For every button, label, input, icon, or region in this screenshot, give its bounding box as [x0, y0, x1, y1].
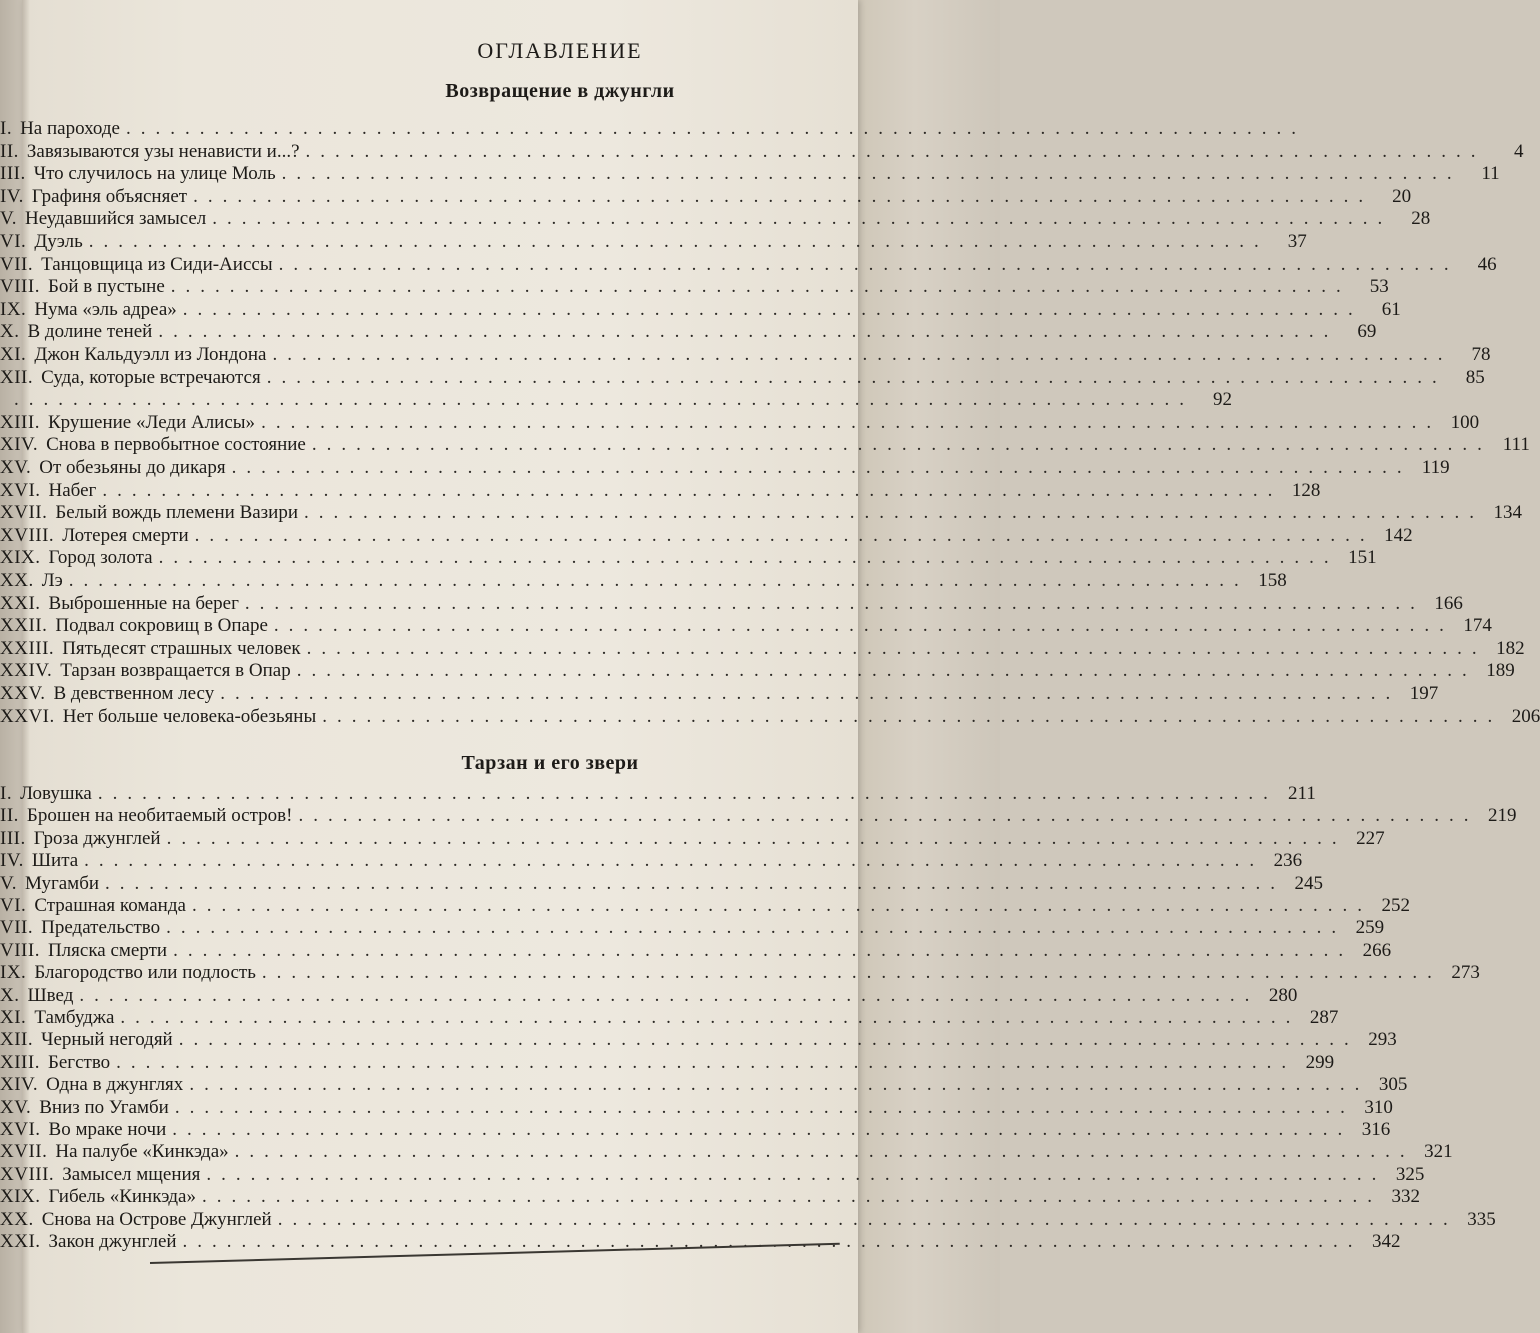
chapter-number: XXIV.	[0, 660, 53, 682]
chapter-number: XIII.	[0, 1051, 40, 1073]
chapter-title: Вниз по Угамби	[39, 1096, 169, 1118]
leader-dots: ................................................................................	[231, 457, 1412, 478]
page-number: 236	[1273, 850, 1303, 872]
toc-row	[0, 547, 1377, 569]
toc-row	[0, 1096, 1393, 1119]
chapter-number: XXVI.	[0, 705, 55, 727]
chapter-number: XIV.	[0, 434, 39, 456]
toc-row	[0, 524, 1413, 547]
chapter-number: X.	[0, 321, 20, 343]
section-title-2: Тарзан и его звери	[461, 752, 639, 774]
leader-dots: ................................................................................	[173, 939, 1354, 961]
leader-dots: ................................................................................	[166, 827, 1347, 849]
leader-dots: ................................................................................	[306, 637, 1487, 659]
leader-dots: ................................................................................	[120, 1007, 1301, 1028]
toc-row	[0, 615, 1492, 637]
toc-row	[0, 660, 1515, 682]
toc-row	[0, 683, 1439, 705]
chapter-title: Белый вождь племени Вазири	[55, 502, 299, 524]
toc-row	[0, 479, 1321, 502]
page-number: 53	[1369, 276, 1389, 298]
chapter-title: Гибель «Кинкэда»	[48, 1186, 196, 1208]
chapter-number: XVI.	[0, 1119, 41, 1140]
leader-dots: ................................................................................	[116, 1051, 1297, 1073]
toc-row	[0, 163, 1500, 185]
page-number: 85	[1465, 366, 1485, 388]
leader-dots: ................................................................................	[182, 1231, 1363, 1252]
toc-row	[0, 783, 1316, 805]
leader-dots: ................................................................................	[172, 1119, 1353, 1140]
page-number: 119	[1421, 457, 1450, 478]
toc-row	[0, 917, 1385, 939]
chapter-title: Танцовщица из Сиди-Аиссы	[41, 253, 273, 275]
page-number: 151	[1348, 547, 1377, 569]
page-number: 259	[1355, 917, 1385, 939]
leader-dots: ................................................................................	[189, 1074, 1370, 1096]
chapter-number: I.	[0, 118, 13, 139]
chapter-number: VI.	[0, 231, 27, 252]
chapter-title: Набег	[48, 479, 97, 501]
leader-dots: ................................................................................	[311, 434, 1492, 456]
chapter-number: XIX.	[0, 547, 41, 569]
leader-dots: ................................................................................	[166, 917, 1347, 939]
leader-dots: ................................................................................	[298, 805, 1479, 827]
toc-row	[0, 1231, 1401, 1253]
toc-row	[0, 895, 1410, 917]
chapter-title: Страшная команда	[34, 895, 186, 916]
toc-row	[0, 208, 1431, 230]
page-number: 273	[1451, 962, 1480, 984]
chapter-number: XI.	[0, 344, 27, 365]
page-number: 142	[1384, 524, 1413, 546]
page-number: 134	[1493, 502, 1523, 524]
page-number: 69	[1357, 321, 1377, 343]
chapter-number: XVIII.	[0, 524, 55, 546]
leader-dots: ................................................................................	[158, 547, 1339, 569]
chapter-number: XVIII.	[0, 1163, 55, 1185]
toc-row	[0, 984, 1298, 1007]
page-number: 342	[1372, 1231, 1401, 1252]
toc-row	[0, 276, 1389, 298]
chapter-number: V.	[0, 872, 18, 894]
page-number: 206	[1511, 705, 1540, 727]
leader-dots: ................................................................................	[158, 321, 1339, 343]
chapter-number: XXIII.	[0, 637, 55, 659]
page-number: 46	[1477, 253, 1497, 275]
toc-row	[0, 705, 1540, 728]
leader-dots: ................................................................................	[201, 1186, 1382, 1208]
chapter-number: X.	[0, 984, 20, 1006]
toc-row	[0, 962, 1480, 984]
toc-row	[0, 118, 1306, 140]
page-number: 100	[1450, 411, 1480, 433]
page-number: 61	[1381, 298, 1401, 320]
chapter-number: I.	[0, 783, 13, 804]
chapter-title: На палубе «Кинкэда»	[55, 1141, 229, 1163]
chapter-title: Черный негодяй	[41, 1029, 173, 1051]
chapter-title: Снова в первобытное состояние	[46, 434, 306, 456]
chapter-title: Лэ	[41, 570, 63, 591]
chapter-title: Брошен на необитаемый остров!	[26, 805, 293, 827]
toc-row	[0, 805, 1517, 827]
page-number: 11	[1481, 163, 1500, 185]
section-title-1: Возвращение в джунгли	[445, 80, 675, 102]
leader-dots: ................................................................................	[105, 872, 1286, 894]
page-number: 287	[1309, 1007, 1339, 1028]
toc-row	[0, 344, 1491, 366]
leader-dots: ................................................................................	[14, 389, 1194, 411]
toc-row	[0, 1029, 1397, 1051]
leader-dots: ................................................................................	[304, 502, 1485, 524]
page-number: 111	[1502, 434, 1530, 456]
chapter-title: Пятьдесят страшных человек	[62, 637, 301, 659]
leader-dots: ................................................................................	[272, 344, 1453, 365]
toc-row	[0, 850, 1303, 872]
toc-row	[0, 1119, 1391, 1141]
toc-row	[0, 1208, 1496, 1231]
page-number: 92	[1213, 389, 1232, 411]
leader-dots: ................................................................................	[206, 1163, 1387, 1185]
chapter-number: VII.	[0, 253, 34, 275]
chapter-number: II.	[0, 140, 19, 162]
leader-dots: ................................................................................	[305, 140, 1486, 162]
toc-row	[0, 185, 1412, 208]
chapter-title: Ловушка	[20, 783, 92, 804]
toc-row	[0, 637, 1525, 660]
page-number: 128	[1291, 479, 1321, 501]
chapter-title: Суда, которые встречаются	[41, 366, 261, 388]
leader-dots: ................................................................................	[102, 479, 1283, 501]
page-number: 266	[1362, 939, 1392, 961]
toc-row	[0, 434, 1530, 456]
leader-dots: ................................................................................	[278, 253, 1459, 275]
page-number: 197	[1409, 683, 1439, 704]
chapter-title: Снова на Острове Джунглей	[41, 1208, 272, 1230]
leader-dots: ................................................................................	[97, 783, 1278, 804]
chapter-title: В девственном лесу	[53, 683, 215, 704]
toc-row	[0, 1186, 1420, 1208]
page-number: 316	[1361, 1119, 1391, 1140]
chapter-title: Графиня объясняет	[31, 185, 188, 207]
page-number: 335	[1467, 1208, 1496, 1230]
chapter-title: Город золота	[48, 547, 153, 569]
toc-row	[0, 502, 1523, 524]
chapter-title: На пароходе	[20, 118, 120, 139]
toc-row	[0, 872, 1324, 895]
chapter-number: XIX.	[0, 1186, 41, 1208]
leader-dots: ................................................................................	[234, 1141, 1415, 1163]
leader-dots: ................................................................................	[261, 962, 1442, 984]
page-number: 78	[1471, 344, 1491, 365]
leader-dots: ................................................................................	[191, 895, 1372, 916]
page-number: 28	[1411, 208, 1431, 230]
leader-dots: ................................................................................	[281, 163, 1462, 185]
leader-dots: ................................................................................	[170, 276, 1351, 298]
chapter-number: XXV.	[0, 683, 46, 704]
toc-row	[0, 253, 1497, 276]
toc-row	[0, 321, 1377, 343]
chapter-title: Тарзан возвращается в Опар	[60, 660, 291, 682]
chapter-number: II.	[0, 805, 19, 827]
chapter-title: Предательство	[41, 917, 161, 939]
page-number: 280	[1268, 984, 1298, 1006]
chapter-number: IV.	[0, 850, 24, 872]
page-number: 37	[1287, 231, 1307, 252]
chapter-number: VI.	[0, 895, 27, 916]
page-number: 20	[1392, 185, 1412, 207]
chapter-title: Благородство или подлость	[34, 962, 256, 984]
chapter-title: Лотерея смерти	[62, 524, 189, 546]
page-number: 166	[1434, 592, 1463, 614]
page-number: 219	[1487, 805, 1517, 827]
leader-dots: ................................................................................	[220, 683, 1401, 704]
chapter-title: Во мраке ночи	[48, 1119, 167, 1140]
chapter-number: V.	[0, 208, 18, 230]
page-number: 158	[1258, 570, 1287, 591]
chapter-number: XVII.	[0, 1141, 48, 1163]
chapter-title: Выброшенные на берег	[48, 592, 239, 614]
page-number: 174	[1463, 615, 1492, 637]
chapter-number: XVI.	[0, 479, 41, 501]
leader-dots: ................................................................................	[174, 1096, 1355, 1118]
chapter-number: IX.	[0, 298, 27, 320]
chapter-title: Нет больше человека-обезьяны	[62, 705, 317, 727]
toc-row	[0, 298, 1401, 321]
chapter-number: VIII.	[0, 939, 40, 961]
chapter-number: XV.	[0, 1096, 32, 1118]
chapter-number: XVII.	[0, 502, 48, 524]
toc-row	[0, 827, 1385, 850]
toc-row	[0, 1007, 1339, 1029]
chapter-number: IV.	[0, 185, 24, 207]
chapter-number: IX.	[0, 962, 27, 984]
toc-row	[0, 366, 1485, 389]
leader-dots: ................................................................................	[194, 524, 1375, 546]
page-number: 182	[1496, 637, 1525, 659]
chapter-title: Дуэль	[34, 231, 83, 252]
leader-dots: ................................................................................	[68, 570, 1249, 591]
leader-dots: ................................................................................	[88, 231, 1269, 252]
page-title: ОГЛАВЛЕНИЕ	[477, 38, 643, 63]
chapter-title: Шита	[31, 850, 79, 872]
chapter-title: Бегство	[47, 1051, 111, 1073]
page-number: 189	[1486, 660, 1515, 682]
leader-dots: ................................................................................	[277, 1208, 1458, 1230]
chapter-number: XV.	[0, 457, 32, 478]
page-number: 310	[1364, 1096, 1393, 1118]
toc-row	[0, 231, 1307, 253]
toc-row	[0, 1163, 1425, 1186]
chapter-title: Нума «эль адреа»	[34, 298, 177, 320]
page-number: 245	[1294, 872, 1324, 894]
chapter-title: Мугамби	[25, 872, 100, 894]
chapter-number: XXI.	[0, 592, 41, 614]
chapter-title: Гроза джунглей	[33, 827, 161, 849]
chapter-number: XI.	[0, 1007, 27, 1028]
leader-dots: ................................................................................	[261, 411, 1442, 433]
chapter-number: XIV.	[0, 1074, 39, 1096]
chapter-number: III.	[0, 827, 26, 849]
chapter-title: В долине теней	[27, 321, 153, 343]
chapter-title: Одна в джунглях	[46, 1074, 184, 1096]
chapter-title: Закон джунглей	[48, 1231, 177, 1252]
page-number: 252	[1381, 895, 1410, 916]
page-number: 4	[1514, 140, 1524, 162]
toc-row	[0, 592, 1463, 615]
chapter-title: Швед	[27, 984, 74, 1006]
leader-dots: ................................................................................	[79, 984, 1260, 1006]
chapter-number: XII.	[0, 366, 34, 388]
page-number: 211	[1288, 783, 1316, 804]
leader-dots: ................................................................................	[212, 208, 1393, 230]
chapter-number: XX.	[0, 570, 34, 591]
leader-dots: ................................................................................	[125, 118, 1306, 139]
leader-dots: ................................................................................	[296, 660, 1477, 682]
chapter-title: Замысел мщения	[62, 1163, 201, 1185]
leader-dots: ................................................................................	[178, 1029, 1359, 1051]
leader-dots: ................................................................................	[193, 185, 1374, 207]
chapter-title: Крушение «Леди Алисы»	[47, 411, 256, 433]
chapter-number: VIII.	[0, 276, 40, 298]
page-number: 299	[1305, 1051, 1335, 1073]
chapter-number: XX.	[0, 1208, 34, 1230]
chapter-number: XIII.	[0, 411, 40, 433]
toc-row	[0, 140, 1524, 163]
chapter-title: Джон Кальдуэлл из Лондона	[34, 344, 267, 365]
chapter-number: XXI.	[0, 1231, 41, 1252]
toc-row	[0, 457, 1450, 479]
toc-row	[0, 411, 1480, 434]
chapter-title: Тамбуджа	[34, 1007, 115, 1028]
chapter-title: Неудавшийся замысел	[25, 208, 207, 230]
toc-row	[0, 570, 1287, 592]
page-number: 325	[1395, 1163, 1425, 1185]
page-number: 227	[1356, 827, 1385, 849]
chapter-number: VII.	[0, 917, 34, 939]
chapter-title: От обезьяны до дикаря	[39, 457, 226, 478]
leader-dots: ................................................................................	[266, 366, 1447, 388]
page-number: 321	[1424, 1141, 1453, 1163]
toc-row	[0, 1074, 1408, 1096]
leader-dots: ................................................................................	[84, 850, 1265, 872]
leader-dots: ................................................................................	[182, 298, 1363, 320]
chapter-title: Завязываются узы ненависти и...?	[26, 140, 300, 162]
chapter-title: Что случилось на улице Моль	[33, 163, 276, 185]
toc-row	[0, 939, 1392, 962]
chapter-number: XII.	[0, 1029, 34, 1051]
chapter-title: Бой в пустыне	[47, 276, 165, 298]
chapter-title: Подвал сокровищ в Опаре	[55, 615, 268, 637]
toc-row	[0, 1141, 1453, 1163]
page-number: 293	[1368, 1029, 1397, 1051]
leader-dots: ................................................................................	[244, 592, 1425, 614]
page-number: 305	[1378, 1074, 1408, 1096]
chapter-number: XXII.	[0, 615, 48, 637]
leader-dots: ................................................................................	[273, 615, 1454, 637]
leader-dots: ................................................................................	[322, 705, 1503, 727]
chapter-number: III.	[0, 163, 26, 185]
toc-row	[0, 1051, 1335, 1074]
toc-row	[0, 389, 1232, 411]
chapter-title: Пляска смерти	[47, 939, 168, 961]
page-number: 332	[1391, 1186, 1420, 1208]
